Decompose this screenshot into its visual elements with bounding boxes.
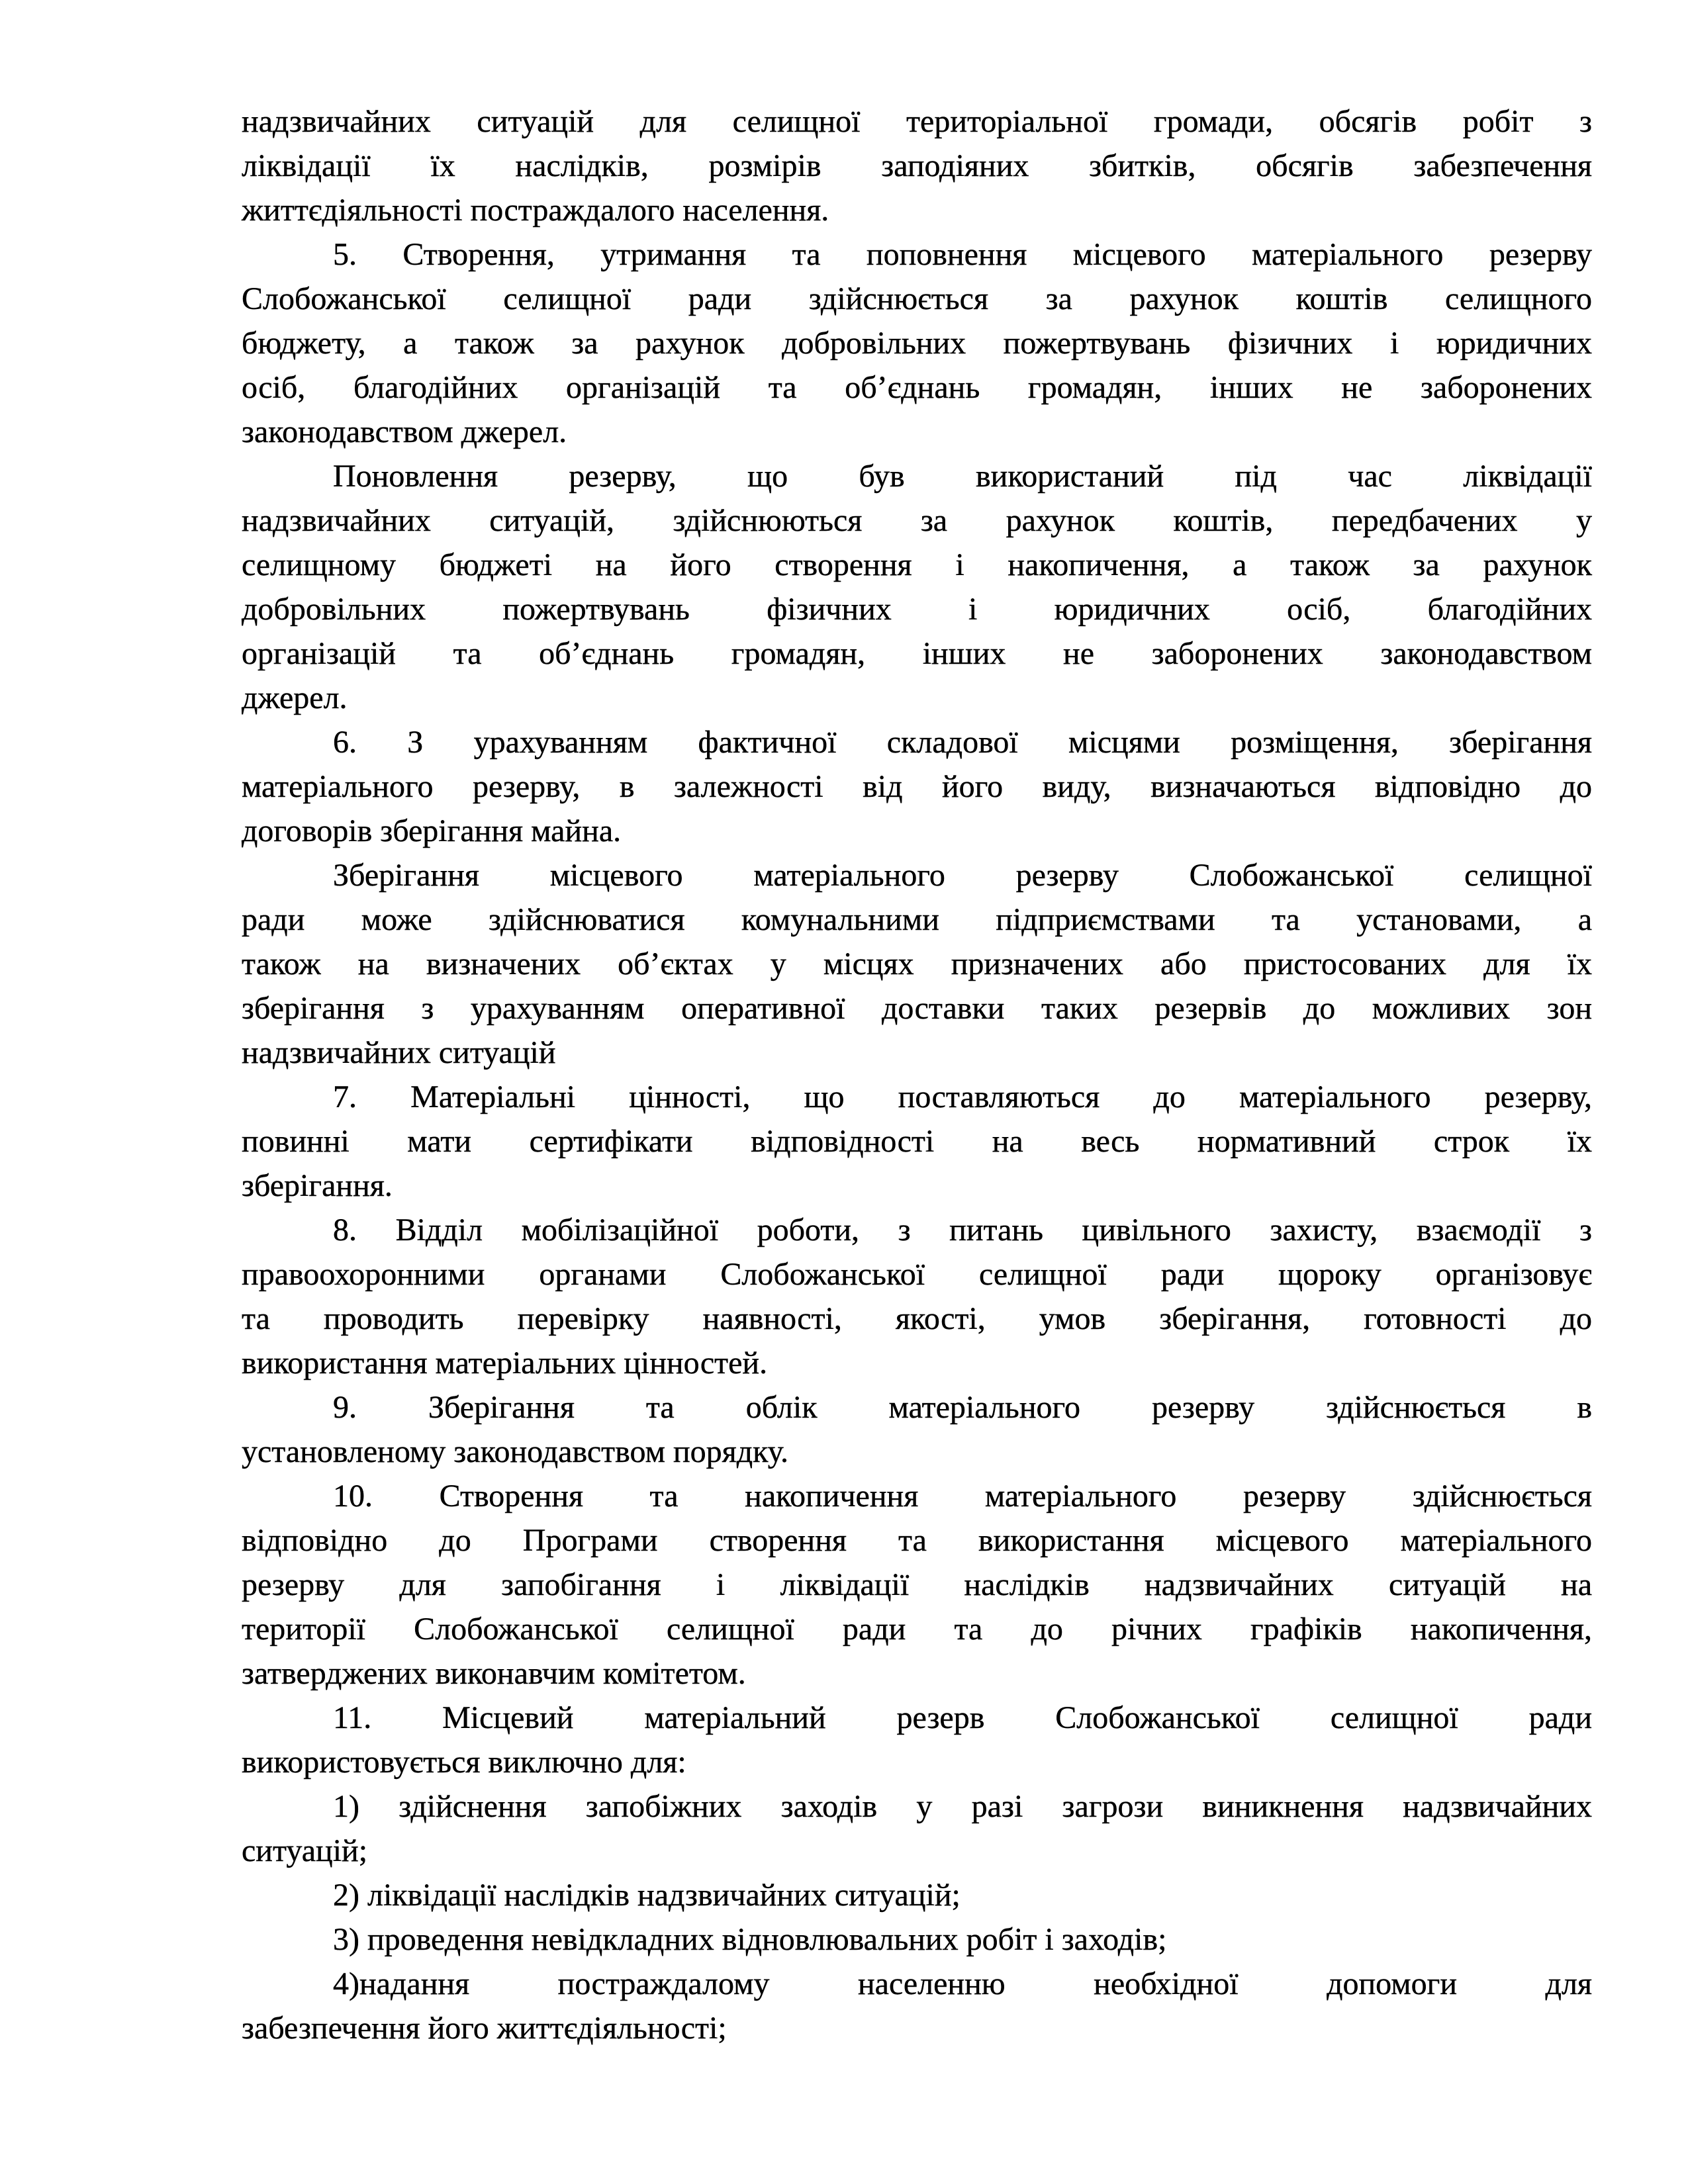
text-line: надзвичайних ситуацій для селищної територіальної громади, обсягів робіт з	[242, 104, 1592, 139]
text-line: життєдіяльності постраждалого населення.	[242, 193, 829, 228]
text-line: організацій та об’єднань громадян, інших не заборонених законодавством	[242, 636, 1592, 671]
text-line: 7. Матеріальні цінності, що поставляються до матеріального резерву,	[333, 1079, 1592, 1115]
text-line: 9. Зберігання та облік матеріального резерву здійснюється в	[333, 1390, 1592, 1425]
text-line: використовується виключно для:	[242, 1745, 686, 1780]
text-line: зберігання з урахуванням оперативної доставки таких резервів до можливих зон	[242, 991, 1592, 1026]
text-line: 8. Відділ мобілізаційної роботи, з питань цивільного захисту, взаємодії з	[333, 1212, 1592, 1248]
text-line: 3) проведення невідкладних відновлювальних робіт і заходів;	[333, 1922, 1167, 1957]
text-line: забезпечення його життєдіяльності;	[242, 2011, 727, 2046]
text-line: 5. Створення, утримання та поповнення місцевого матеріального резерву	[333, 237, 1592, 272]
text-line: правоохоронними органами Слобожанської селищної ради щороку організовує	[242, 1257, 1592, 1292]
text-line: використання матеріальних цінностей.	[242, 1345, 768, 1381]
text-line: та проводить перевірку наявності, якості, умов зберігання, готовності до	[242, 1301, 1592, 1336]
text-line: 10. Створення та накопичення матеріального резерву здійснюється	[333, 1479, 1592, 1514]
text-line: Поновлення резерву, що був використаний під час ліквідації	[333, 459, 1592, 494]
text-line: надзвичайних ситуацій, здійснюються за рахунок коштів, передбачених у	[242, 503, 1592, 538]
text-line: ліквідації їх наслідків, розмірів заподіяних збитків, обсягів забезпечення	[242, 148, 1592, 183]
text-line: повинні мати сертифікати відповідності на весь нормативний строк їх	[242, 1124, 1592, 1159]
text-line: осіб, благодійних організацій та об’єднань громадян, інших не заборонених	[242, 370, 1592, 405]
document-text-block	[242, 99, 1592, 2050]
text-line: території Слобожанської селищної ради та до річних графіків накопичення,	[242, 1612, 1592, 1647]
text-line: надзвичайних ситуацій	[242, 1035, 556, 1070]
text-line: Зберігання місцевого матеріального резерву Слобожанської селищної	[333, 858, 1592, 893]
text-line: ситуацій;	[242, 1833, 368, 1868]
text-line: ради може здійснюватися комунальними підприємствами та установами, а	[242, 902, 1592, 937]
text-line: селищному бюджеті на його створення і накопичення, а також за рахунок	[242, 547, 1592, 582]
text-line: установленому законодавством порядку.	[242, 1434, 788, 1469]
text-line: резерву для запобігання і ліквідації наслідків надзвичайних ситуацій на	[242, 1567, 1592, 1602]
text-line: законодавством джерел.	[242, 414, 567, 449]
text-line: бюджету, а також за рахунок добровільних пожертвувань фізичних і юридичних	[242, 326, 1592, 361]
text-line: матеріального резерву, в залежності від його виду, визначаються відповідно до	[242, 769, 1592, 804]
text-line: 2) ліквідації наслідків надзвичайних ситуацій;	[333, 1878, 961, 1913]
text-line: 11. Місцевий матеріальний резерв Слобожанської селищної ради	[333, 1700, 1592, 1735]
text-line: договорів зберігання майна.	[242, 813, 622, 848]
text-line: 4)надання постраждалому населенню необхідної допомоги для	[333, 1966, 1592, 2001]
text-line: зберігання.	[242, 1168, 393, 1203]
text-line: Слобожанської селищної ради здійснюється за рахунок коштів селищного	[242, 281, 1592, 316]
text-line: 6. З урахуванням фактичної складової місцями розміщення, зберігання	[333, 725, 1592, 760]
text-line: затверджених виконавчим комітетом.	[242, 1656, 746, 1691]
text-line: джерел.	[242, 680, 348, 715]
text-line: також на визначених об’єктах у місцях призначених або пристосованих для їх	[242, 946, 1592, 981]
text-line: 1) здійснення запобіжних заходів у разі загрози виникнення надзвичайних	[333, 1789, 1592, 1824]
text-line: відповідно до Програми створення та використання місцевого матеріального	[242, 1523, 1592, 1558]
text-line: добровільних пожертвувань фізичних і юридичних осіб, благодійних	[242, 592, 1592, 627]
